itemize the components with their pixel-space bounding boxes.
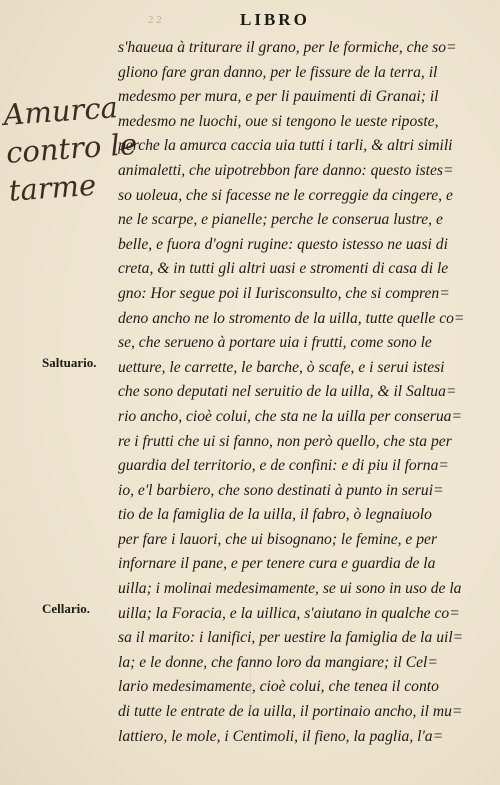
text-line: re i frutti che ui si fanno, non però quello, che sta per [118,432,452,450]
text-line: deno ancho ne lo stromento de la uilla, tutte quelle co= [118,309,465,327]
text-line: guardia del territorio, e de confini: e di piu il forna= [118,457,449,475]
handwritten-line: contro le [4,126,139,170]
text-line: uilla; i molinai medesimamente, se ui sono in uso de la [118,580,462,598]
text-line: tio de la famiglia de la uilla, il fabro, ò legnaiuolo [118,506,432,524]
text-line: che sono deputati nel seruitio de la uilla, & il Saltua= [118,383,457,401]
running-head: LIBRO [240,10,310,29]
text-line: sa il marito: i lanifici, per uestire la famiglia de la uil= [118,629,464,647]
margin-note-saltuario: Saltuario. [42,355,97,370]
text-line: lattiero, le mole, i Centimoli, il fieno, la paglia, l'a= [118,727,444,745]
text-line: rio ancho, cioè colui, che sta ne la uilla per conserua= [118,407,462,425]
text-line: lario medesimamente, cioè colui, che tenea il conto [118,678,439,696]
text-line: so uoleua, che si facesse ne le correggie da cingere, e [118,186,453,204]
text-line: la; e le donne, che fanno loro da mangiare; il Cel= [118,653,438,671]
faint-page-mark: 2 2 [148,14,162,26]
text-line: medesmo per mura, e per li pauimenti di Granai; il [118,88,439,106]
text-line: io, e'l barbiero, che sono destinati à punto in serui= [118,481,444,499]
text-line: per fare i lauori, che ui bisognano; le femine, e per [118,530,438,548]
text-line: perche la amurca caccia uia tutti i tarli, & altri simili [118,137,453,155]
text-line: uetture, le carrette, le barche, ò scafe, e i serui istesi [118,358,445,376]
show-through-stamp [250,665,287,713]
text-line: gno: Hor segue poi il Iurisconsulto, che si compren= [118,284,450,302]
handwritten-line: Amurca [2,90,119,132]
main-text-block [118,36,490,749]
handwritten-marginal-note [2,88,139,210]
text-line: se, che serueno à portare uia i frutti, come sono le [118,334,432,352]
text-line: di tutte le entrate de la uilla, il portinaio ancho, il mu= [118,703,463,721]
text-line: animaletti, che uipotrebbon fare danno: questo istes= [118,161,454,179]
text-line: creta, & in tutti gli altri uasi e stromenti di casa di le [118,260,449,278]
text-line: belle, e fuora d'ogni rugine: questo istesso ne uasi di [118,235,448,253]
text-line: uilla; la Foracia, e la uillica, s'aiutano in qualche co= [118,604,460,622]
handwritten-line: tarme [7,167,98,208]
text-line: medesmo ne luochi, oue si tengono le ueste riposte, [118,112,439,130]
text-line: ne le scarpe, e pianelle; perche le conserua lustre, e [118,211,443,229]
text-line: s'haueua à triturare il grano, per le formiche, che so= [118,39,457,56]
margin-note-cellario: Cellario. [42,601,91,616]
text-line: gliono fare gran danno, per le fissure de la terra, il [118,63,438,81]
text-line: infornare il pane, e per tenere cura e guardia de la [118,555,436,573]
